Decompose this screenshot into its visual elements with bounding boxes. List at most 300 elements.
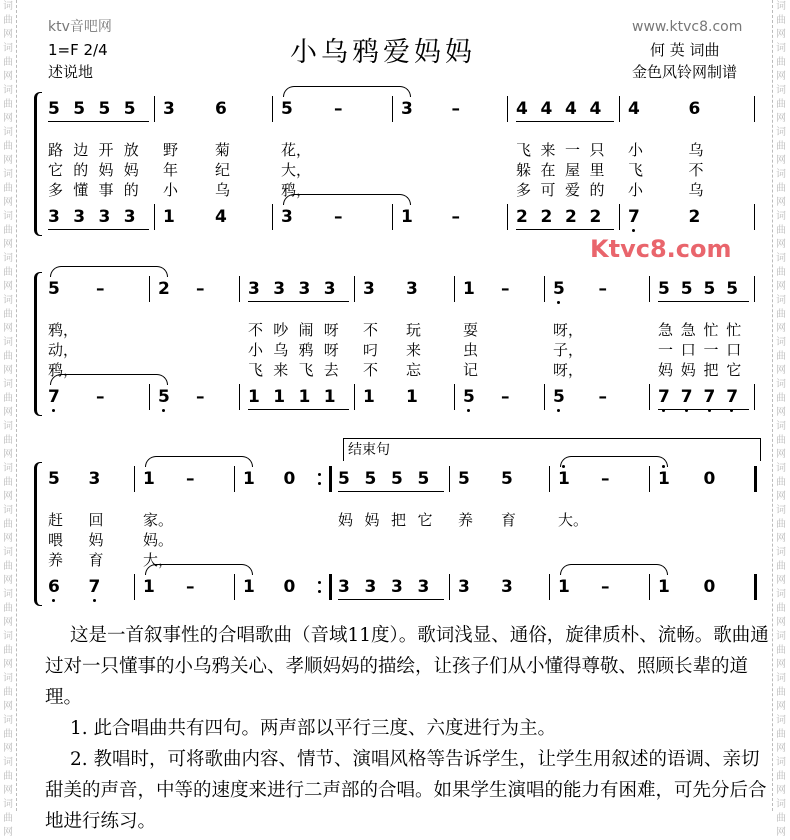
side-watermark-char: 网 xyxy=(3,281,13,292)
side-watermark-char: 词 xyxy=(3,127,13,138)
lyric-syllable: 忙 xyxy=(703,321,719,339)
lyric-syllable: 乌 xyxy=(215,181,231,199)
lyric-syllable xyxy=(418,550,445,570)
lyric-syllable xyxy=(334,160,387,180)
measure xyxy=(240,272,355,414)
tie xyxy=(560,564,668,575)
lyric-syllable: 小 xyxy=(163,181,179,199)
lyric-syllable: 把 xyxy=(391,511,407,529)
side-watermark-char: 曲 xyxy=(776,57,786,68)
lyric-syllable: 喂 xyxy=(48,531,64,549)
lyric-syllable: 不 xyxy=(248,321,264,339)
lyric-syllable: 飞 xyxy=(628,161,644,179)
upper-voice xyxy=(48,276,144,302)
lyric-syllable: 的 xyxy=(73,161,89,179)
lyric-syllable: 乌 xyxy=(688,141,704,159)
note-extension: – xyxy=(196,279,205,299)
lyric-syllable xyxy=(558,530,601,550)
note: 4 xyxy=(590,96,615,122)
note: 5 xyxy=(48,96,73,122)
lyrics-verse-2 xyxy=(458,530,544,550)
lyrics-verse-2 xyxy=(143,530,229,550)
side-watermark-char: 曲 xyxy=(3,435,13,446)
lyrics-verse-1 xyxy=(48,320,144,340)
side-watermark-char: 曲 xyxy=(3,771,13,782)
lyric-syllable: 野 xyxy=(163,141,179,159)
lyric-syllable: 育 xyxy=(88,551,104,569)
lyric-syllable: 呀 xyxy=(323,321,339,339)
lyric-syllable: 里 xyxy=(589,161,605,179)
side-watermark-char: 网 xyxy=(776,365,786,376)
side-watermark-char: 曲 xyxy=(3,267,13,278)
side-watermark-char: 曲 xyxy=(776,603,786,614)
lyric-syllable: 去 xyxy=(323,361,339,379)
note: 5 xyxy=(338,466,365,492)
lyric-syllable: 把 xyxy=(703,361,719,379)
side-watermark-char: 曲 xyxy=(776,267,786,278)
lyric-syllable xyxy=(658,530,704,550)
lyric-syllable: 妈 xyxy=(88,531,104,549)
lyric-syllable: 育 xyxy=(501,511,517,529)
double-barline xyxy=(754,466,757,492)
measure xyxy=(155,92,273,234)
note: 5 xyxy=(365,466,392,492)
note: 3 xyxy=(391,574,418,600)
note: 3 xyxy=(73,204,98,230)
note: 3 xyxy=(338,574,365,600)
lyric-syllable xyxy=(196,320,234,340)
lyric-syllable xyxy=(704,530,750,550)
note: 1 xyxy=(401,207,413,227)
side-watermark-char: 曲 xyxy=(776,351,786,362)
note: 7 xyxy=(726,384,749,410)
side-watermark-char: 网 xyxy=(3,323,13,334)
side-watermark-char: 词 xyxy=(776,85,786,96)
measure xyxy=(620,92,755,234)
note: 5 xyxy=(48,469,60,489)
note: 1 xyxy=(558,466,601,492)
side-watermark-char: 词 xyxy=(776,379,786,390)
lyrics-verse-3 xyxy=(516,180,614,200)
lyric-syllable: 忘 xyxy=(406,361,422,379)
lyric-syllable: 子， xyxy=(553,341,584,359)
note: 6 xyxy=(688,99,701,119)
upper-voice xyxy=(628,96,749,122)
lyric-syllable xyxy=(452,180,503,200)
lyric-syllable xyxy=(501,340,539,360)
note: 1 xyxy=(463,279,475,299)
note: 3 xyxy=(363,279,375,299)
lyric-syllable: 鸦， xyxy=(48,361,79,379)
upper-voice xyxy=(338,466,444,492)
system-1 xyxy=(40,92,760,232)
lyric-syllable: 的 xyxy=(123,181,139,199)
side-watermark-char: 曲 xyxy=(776,15,786,26)
lyric-syllable: 不 xyxy=(363,321,379,339)
side-watermark-char: 网 xyxy=(3,239,13,250)
lyric-syllable xyxy=(401,180,452,200)
note: 3 xyxy=(501,577,513,597)
tie xyxy=(145,456,253,467)
lyric-syllable: 妈 xyxy=(680,361,696,379)
watermark-left: ktv音吧网 xyxy=(48,19,112,35)
note: 4 xyxy=(628,99,640,119)
note: 2 xyxy=(590,204,615,230)
lyrics-verse-2 xyxy=(243,530,324,550)
side-watermark-char: 曲 xyxy=(776,729,786,740)
lyrics-verse-2 xyxy=(48,160,149,180)
ending-bracket xyxy=(343,438,761,461)
notation-credit: 金色风铃网制谱 xyxy=(632,63,738,81)
lyric-syllable: 呀， xyxy=(553,321,584,339)
lyric-syllable xyxy=(599,360,645,380)
side-watermark-char: 曲 xyxy=(3,561,13,572)
note-extension: – xyxy=(196,387,205,407)
side-watermark-char: 曲 xyxy=(776,645,786,656)
side-watermark-char: 网 xyxy=(3,29,13,40)
lyric-syllable: 妈 xyxy=(338,511,354,529)
lyric-syllable xyxy=(196,360,234,380)
lyric-syllable: 叼 xyxy=(363,341,379,359)
lyric-syllable: 妈 xyxy=(123,161,139,179)
side-watermark-char: 曲 xyxy=(776,393,786,404)
lyrics-verse-1 xyxy=(48,510,129,530)
measure xyxy=(393,92,508,234)
lyric-syllable: 屋 xyxy=(565,161,581,179)
note: 3 xyxy=(124,204,149,230)
upper-voice xyxy=(143,466,229,492)
note: 3 xyxy=(365,574,392,600)
lyric-syllable xyxy=(243,510,284,530)
side-watermark-char: 网 xyxy=(3,701,13,712)
tie xyxy=(145,564,253,575)
lyric-syllable xyxy=(243,530,284,550)
side-watermark-char: 曲 xyxy=(3,813,13,824)
lower-voice xyxy=(158,384,234,410)
lyric-syllable: 大， xyxy=(143,551,174,569)
note: 5 xyxy=(553,384,599,410)
note: 7 xyxy=(89,574,130,600)
lyric-syllable xyxy=(501,360,539,380)
note: 7 xyxy=(628,204,689,230)
upper-voice xyxy=(363,276,449,302)
lyric-syllable xyxy=(158,320,196,340)
note-extension: – xyxy=(96,387,105,407)
lyric-syllable xyxy=(704,550,750,570)
lyric-syllable: 的 xyxy=(589,181,605,199)
side-watermark-char: 网 xyxy=(3,533,13,544)
side-watermark-char: 词 xyxy=(776,589,786,600)
side-watermark-char: 网 xyxy=(776,281,786,292)
lyric-syllable: 飞 xyxy=(516,141,532,159)
lower-voice xyxy=(458,574,544,600)
upper-voice xyxy=(248,276,349,302)
lyric-syllable: 回 xyxy=(88,511,104,529)
note: 1 xyxy=(658,577,670,597)
note-extension: – xyxy=(451,207,460,227)
upper-voice xyxy=(516,96,614,122)
lyric-syllable xyxy=(401,140,452,160)
side-watermark-char: 网 xyxy=(3,155,13,166)
upper-voice xyxy=(553,276,644,302)
lyric-syllable: 口 xyxy=(726,341,742,359)
tie xyxy=(283,86,411,97)
measure xyxy=(650,462,755,604)
note: 6 xyxy=(215,99,227,119)
lyric-syllable: 闹 xyxy=(298,321,314,339)
lyric-syllable: 小 xyxy=(628,141,644,159)
lyric-syllable: 它 xyxy=(48,161,64,179)
composer: 何 英 词曲 xyxy=(650,41,720,59)
lyrics-verse-1 xyxy=(553,320,644,340)
lyrics-verse-2 xyxy=(281,160,387,180)
lyric-syllable: 乌 xyxy=(273,341,289,359)
lyric-syllable: 记 xyxy=(463,361,479,379)
lyrics-verse-3 xyxy=(658,360,749,380)
side-watermark-char: 词 xyxy=(3,295,13,306)
lyric-syllable: 年 xyxy=(163,161,179,179)
note: 5 xyxy=(704,276,727,302)
lyrics-verse-2 xyxy=(401,160,502,180)
lyric-syllable: 多 xyxy=(516,181,532,199)
lyric-syllable: 鸦， xyxy=(281,181,312,199)
lyric-syllable: 事 xyxy=(98,181,114,199)
lower-voice xyxy=(48,574,129,600)
note: 1 xyxy=(243,469,255,489)
lyrics-verse-2 xyxy=(628,160,749,180)
lyric-syllable xyxy=(338,550,365,570)
lyric-syllable: 吵 xyxy=(273,321,289,339)
side-watermark-char: 词 xyxy=(776,169,786,180)
side-watermark-char: 词 xyxy=(3,211,13,222)
side-watermark-char: 网 xyxy=(776,785,786,796)
note-extension: – xyxy=(598,387,607,407)
rest: 0 xyxy=(703,577,716,597)
lyric-syllable xyxy=(96,320,144,340)
lyric-syllable: 大， xyxy=(281,161,312,179)
barline xyxy=(754,96,755,122)
note: 5 xyxy=(124,96,149,122)
lower-voice xyxy=(658,574,749,600)
side-watermark-char: 词 xyxy=(3,169,13,180)
side-watermark-char: 网 xyxy=(3,365,13,376)
lyric-syllable: 大。 xyxy=(558,511,589,529)
description-paragraph: 这是一首叙事性的合唱歌曲（音域11度）。歌词浅显、通俗，旋律质朴、流畅。歌曲通过对一只懂事的小乌鸦关心、孝顺妈妈的描绘，让孩子们从小懂得尊敬、照顾长辈的道理。 xyxy=(45,625,769,708)
rest: 0 xyxy=(283,577,296,597)
repeat-sign xyxy=(318,574,326,600)
note: 5 xyxy=(726,276,749,302)
measure xyxy=(235,462,330,604)
lyric-syllable xyxy=(418,530,445,550)
side-watermark-char: 网 xyxy=(776,29,786,40)
side-watermark-char: 词 xyxy=(3,379,13,390)
note-extension: – xyxy=(186,469,195,489)
lyric-syllable xyxy=(599,340,645,360)
lyrics-verse-3 xyxy=(48,180,149,200)
tie xyxy=(50,374,168,385)
side-watermark-char: 词 xyxy=(3,253,13,264)
side-watermark-char: 词 xyxy=(3,547,13,558)
side-watermark-char: 曲 xyxy=(3,393,13,404)
lyrics-verse-3 xyxy=(248,360,349,380)
side-watermark-char: 曲 xyxy=(3,519,13,530)
lyric-syllable: 不 xyxy=(688,161,704,179)
note: 5 xyxy=(463,384,501,410)
upper-voice xyxy=(458,466,544,492)
note: 7 xyxy=(658,384,681,410)
upper-voice xyxy=(281,96,387,122)
note: 5 xyxy=(553,276,599,302)
tie xyxy=(50,266,168,277)
lyric-syllable: 来 xyxy=(273,361,289,379)
lower-voice xyxy=(248,384,349,410)
lyrics-verse-2 xyxy=(248,340,349,360)
note: 5 xyxy=(48,279,60,299)
side-watermark-char: 网 xyxy=(3,827,13,838)
side-watermark-char: 网 xyxy=(776,701,786,712)
lyric-syllable xyxy=(704,510,750,530)
measure xyxy=(550,462,650,604)
lyric-syllable xyxy=(599,320,645,340)
note: 2 xyxy=(688,207,701,227)
lower-voice xyxy=(281,204,387,230)
lyrics-verse-2 xyxy=(48,340,144,360)
note: 5 xyxy=(73,96,98,122)
lyric-syllable: 不 xyxy=(363,361,379,379)
note: 6 xyxy=(48,574,89,600)
lyric-syllable: 呀 xyxy=(323,341,339,359)
side-watermark-char: 曲 xyxy=(776,225,786,236)
note-extension: – xyxy=(601,577,610,597)
side-watermark-left xyxy=(0,0,17,838)
lyric-syllable: 多 xyxy=(48,181,64,199)
side-watermark-char: 网 xyxy=(3,71,13,82)
lyric-syllable: 赶 xyxy=(48,511,64,529)
lyric-syllable: 急 xyxy=(658,321,674,339)
upper-voice xyxy=(48,466,129,492)
side-watermark-char: 网 xyxy=(3,743,13,754)
lyric-syllable: 鸦 xyxy=(298,341,314,359)
side-watermark-char: 曲 xyxy=(776,687,786,698)
lyric-syllable xyxy=(458,530,501,550)
side-watermark-char: 曲 xyxy=(3,351,13,362)
lyric-syllable: 耍 xyxy=(463,321,479,339)
lyric-syllable: 妈 xyxy=(364,511,380,529)
system-3 xyxy=(40,462,760,602)
note: 2 xyxy=(516,204,541,230)
note: 5 xyxy=(681,276,704,302)
note: 3 xyxy=(458,577,470,597)
lyric-syllable: 一 xyxy=(703,341,719,359)
side-watermark-char: 网 xyxy=(3,659,13,670)
measure xyxy=(40,462,135,604)
side-watermark-char: 词 xyxy=(3,337,13,348)
lyric-syllable: 乌 xyxy=(688,181,704,199)
barline xyxy=(754,204,755,230)
side-watermark-char: 网 xyxy=(3,575,13,586)
note: 7 xyxy=(704,384,727,410)
lyrics-verse-3 xyxy=(628,180,749,200)
lyric-syllable: 忙 xyxy=(726,321,742,339)
lyric-syllable xyxy=(334,140,387,160)
side-watermark-char: 曲 xyxy=(3,183,13,194)
side-watermark-char: 网 xyxy=(776,323,786,334)
lyrics-verse-2 xyxy=(463,340,539,360)
lyric-syllable: 急 xyxy=(680,321,696,339)
side-watermark-char: 网 xyxy=(3,491,13,502)
side-watermark-char: 词 xyxy=(3,463,13,474)
lyric-syllable: 花， xyxy=(281,141,312,159)
lyric-syllable: 纪 xyxy=(215,161,231,179)
side-watermark-char: 网 xyxy=(776,659,786,670)
note: 3 xyxy=(299,276,324,302)
lyric-syllable xyxy=(501,550,544,570)
lyric-syllable xyxy=(458,550,501,570)
side-watermark-char: 曲 xyxy=(776,435,786,446)
side-watermark-char: 曲 xyxy=(3,645,13,656)
note: 3 xyxy=(273,276,298,302)
barline xyxy=(754,276,755,302)
measure xyxy=(135,462,235,604)
lyric-syllable xyxy=(96,340,144,360)
side-watermark-char: 词 xyxy=(3,631,13,642)
note: 5 xyxy=(391,466,418,492)
lyrics-verse-2 xyxy=(658,340,749,360)
lyric-syllable xyxy=(452,140,503,160)
side-watermark-char: 曲 xyxy=(3,99,13,110)
note: 1 xyxy=(143,577,155,597)
lyrics-verse-3 xyxy=(553,360,644,380)
side-watermark-char: 词 xyxy=(3,505,13,516)
side-watermark-char: 词 xyxy=(776,673,786,684)
lyrics-verse-3 xyxy=(363,360,449,380)
measure xyxy=(150,272,240,414)
side-watermark-char: 曲 xyxy=(776,141,786,152)
measure xyxy=(508,92,620,234)
lyric-syllable xyxy=(284,510,325,530)
lower-voice xyxy=(48,204,149,230)
side-watermark-char: 词 xyxy=(776,715,786,726)
side-watermark-char: 词 xyxy=(776,337,786,348)
rest: 0 xyxy=(283,469,296,489)
lyrics-verse-1 xyxy=(158,320,234,340)
side-watermark-char: 网 xyxy=(3,407,13,418)
lyric-syllable xyxy=(501,320,539,340)
lyrics-verse-3 xyxy=(243,550,324,570)
side-watermark-char: 曲 xyxy=(776,519,786,530)
lower-voice xyxy=(143,574,229,600)
upper-voice xyxy=(463,276,539,302)
upper-voice xyxy=(243,466,324,492)
rest: 0 xyxy=(703,469,716,489)
note: 5 xyxy=(281,99,293,119)
side-watermark-char: 网 xyxy=(3,113,13,124)
lower-voice xyxy=(338,574,444,600)
lyric-syllable: 小 xyxy=(248,341,264,359)
side-watermark-char: 网 xyxy=(776,491,786,502)
side-watermark-char: 曲 xyxy=(3,729,13,740)
lyric-syllable: 家。 xyxy=(143,511,174,529)
upper-voice xyxy=(158,276,234,302)
lyric-syllable: 飞 xyxy=(298,361,314,379)
side-watermark-char: 网 xyxy=(776,71,786,82)
side-watermark-char: 词 xyxy=(776,463,786,474)
side-watermark-char: 词 xyxy=(3,673,13,684)
lyric-syllable: 小 xyxy=(628,181,644,199)
lyrics-verse-1 xyxy=(281,140,387,160)
lyric-syllable xyxy=(391,550,418,570)
lyric-syllable: 飞 xyxy=(248,361,264,379)
